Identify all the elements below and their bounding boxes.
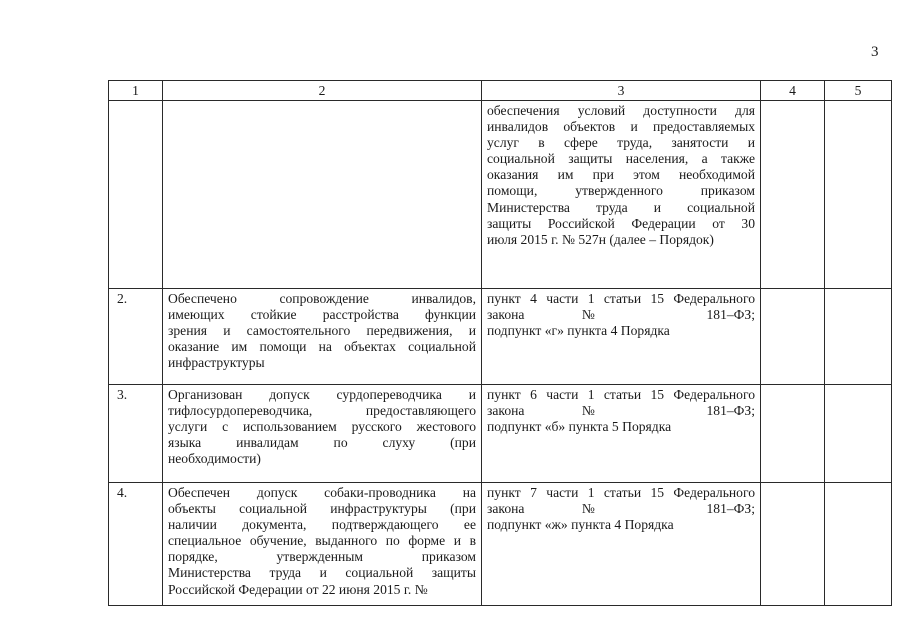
table-row [109,385,892,483]
cell-text-line: порядке, утвержденным приказом [168,549,476,565]
cell-text-line: специальное обучение, выданного по форме и в [168,533,476,549]
cell-text-line: обеспечения условий доступности для [487,103,755,118]
cell-text-line: необходимости) [168,451,261,467]
cell-requirement [163,483,482,606]
cell-text-line: услуги с использованием русского жестового [168,419,476,435]
row-number: 2. [109,289,163,385]
cell-text-line: июля 2015 г. № 527н (далее – Порядок) [487,231,714,247]
cell-basis [482,289,761,385]
cell-text-line: закона № 181–ФЗ; [487,403,755,419]
header-col-5: 5 [825,81,892,101]
cell-col-5 [825,483,892,606]
cell-col-5 [825,289,892,385]
cell-text-line: тифлосурдопереводчика, предоставляющего [168,403,476,419]
cell-text-line: услуг в сфере труда, занятости и [487,135,755,151]
table-row [109,483,892,606]
cell-text-line: Российской Федерации от 22 июня 2015 г. № [168,581,428,597]
cell-text-line: закона № 181–ФЗ; [487,501,755,517]
cell-col-4 [761,385,825,483]
row-number: 4. [109,483,163,606]
cell-text-line: имеющих стойкие расстройства функции [168,307,476,323]
cell-text-line: подпункт «г» пункта 4 Порядка [487,323,670,339]
cell-col-4 [761,483,825,606]
cell-text-line: пункт 6 части 1 статьи 15 Федерального [487,387,755,402]
cell-col-5 [825,101,892,289]
cell-basis [482,483,761,606]
cell-text-line: наличии документа, подтверждающего ее [168,517,476,533]
header-col-3: 3 [482,81,761,101]
table-row [109,289,892,385]
cell-text-line: Министерства труда и социальной [487,199,755,215]
header-col-4: 4 [761,81,825,101]
cell-basis [482,101,761,289]
cell-basis [482,385,761,483]
cell-requirement [163,385,482,483]
cell-text-line: Обеспечено сопровождение инвалидов, [168,291,476,306]
cell-text-line: оказание им помощи на объектах социальной [168,339,476,355]
table-row-continuation [109,101,892,289]
row-number: 3. [109,385,163,483]
header-col-1: 1 [109,81,163,101]
cell-requirement [163,101,482,289]
cell-col-5 [825,385,892,483]
cell-text-line: языка инвалидам по слуху (при [168,435,476,451]
cell-text-line: инфраструктуры [168,355,265,371]
cell-text-line: пункт 7 части 1 статьи 15 Федерального [487,485,755,500]
cell-text-line: оказания им при этом необходимой [487,167,755,183]
cell-text-line: социальной защиты населения, а также [487,151,755,167]
cell-text-line: Обеспечен допуск собаки-проводника на [168,485,476,500]
header-col-2: 2 [163,81,482,101]
page-number: 3 [871,44,879,60]
table-header-row [109,81,892,101]
cell-col-4 [761,289,825,385]
cell-text-line: Организован допуск сурдопереводчика и [168,387,476,402]
cell-text-line: подпункт «б» пункта 5 Порядка [487,419,672,435]
cell-text-line: закона № 181–ФЗ; [487,307,755,323]
cell-text-line: Министерства труда и социальной защиты [168,565,476,581]
cell-text-line: объекты социальной инфраструктуры (при [168,501,476,517]
cell-text-line: пункт 4 части 1 статьи 15 Федерального [487,291,755,306]
requirements-table [108,80,892,606]
cell-text-line: подпункт «ж» пункта 4 Порядка [487,517,674,533]
cell-col-4 [761,101,825,289]
cell-text-line: инвалидов объектов и предоставляемых [487,119,755,135]
cell-text-line: помощи, утвержденного приказом [487,183,755,199]
cell-requirement [163,289,482,385]
cell-text-line: зрения и самостоятельного передвижения, и [168,323,476,339]
cell-num [109,101,163,289]
cell-text-line: защиты Российской Федерации от 30 [487,215,755,231]
